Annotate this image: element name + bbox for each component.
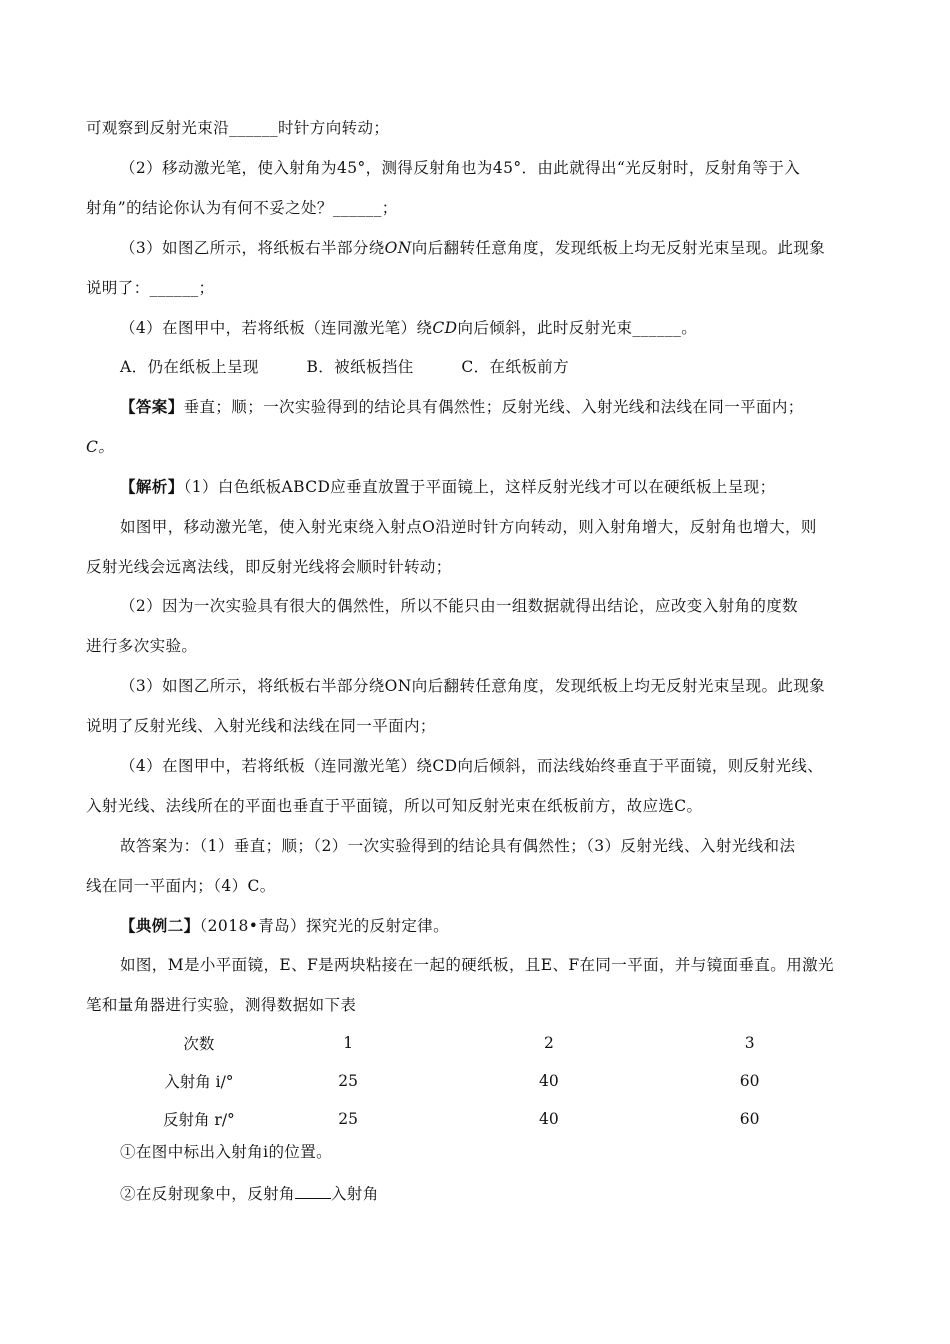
table-cell: 60 [739,1110,760,1128]
table-cell: 反射角 r/° [162,1111,235,1129]
text-line: 如图甲，移动激光笔，使入射光束绕入射点O沿逆时针方向转动，则入射角增大，反射角也增大，则 [120,518,817,536]
text-line: 笔和量角器进行实验，测得数据如下表 [86,996,357,1014]
text-line: 故答案为：（1）垂直；顺；（2）一次实验得到的结论具有偶然性；（3）反射光线、入射光线和法 [120,837,796,855]
text-line [120,318,697,338]
text-run: ②在反射现象中，反射角 [120,1185,295,1203]
text-line: 说明了反射光线、入射光线和法线在同一平面内； [86,717,436,735]
example-heading [120,916,449,936]
table-cell: 25 [338,1072,359,1090]
table-cell: 入射角 i/° [164,1073,234,1091]
table-cell: 25 [338,1110,359,1128]
text-line [120,238,825,258]
table-header-cell: 3 [744,1034,755,1052]
text-line: （2）移动激光笔，使入射角为45°，测得反射角也为45°．由此就得出“光反射时，反射角等于入 [120,159,801,177]
answer-line [120,397,804,417]
text-line: 射角”的结论你认为有何不妥之处？______； [86,199,398,217]
table-cell: 40 [539,1110,559,1128]
text-line: 如图，M是小平面镜，E、F是两块粘接在一起的硬纸板，且E、F在同一平面，并与镜面垂直。用激光 [120,956,834,974]
text-run: 向后倾斜，此时反射光束______。 [457,319,698,337]
analysis-label: 【解析】 [120,477,184,496]
analysis-line [120,477,775,497]
text-line: 反射光线会远离法线，即反射光线将会顺时针转动； [86,558,452,576]
text-line: （4）在图甲中，若将纸板（连同激光笔）绕CD向后倾斜，而法线始终垂直于平面镜，则反射光线、 [120,757,824,775]
text-line: （3）如图乙所示，将纸板右半部分绕ON向后翻转任意角度，发现纸板上均无反射光束呈现。此现象 [120,677,826,695]
example-label: 【典例二】 [120,916,200,935]
text-line: 线在同一平面内；（4）C。 [86,877,276,895]
text-line: ①在图中标出入射角i的位置。 [120,1143,333,1161]
answer-label: 【答案】 [120,397,184,416]
text-line: 入射光线、法线所在的平面也垂直于平面镜，所以可知反射光束在纸板前方，故应选C。 [86,797,703,815]
table-row [150,1062,850,1100]
text-run-italic: CD [432,319,458,337]
text-line: 进行多次实验。 [86,637,198,655]
table-header-cell: 2 [543,1034,554,1052]
table-row [150,1100,850,1138]
text-line: 说明了：______； [86,279,215,297]
text-line [120,1182,379,1204]
text-run: 向后翻转任意角度，发现纸板上均无反射光束呈现。此现象 [411,239,826,257]
table-cell: 60 [739,1072,760,1090]
text-line: （2）因为一次实验具有很大的偶然性，所以不能只由一组数据就得出结论，应改变入射角的度数 [120,597,799,615]
text-line: 可观察到反射光束沿______时针方向转动； [86,119,390,137]
text-run: （3）如图乙所示，将纸板右半部分绕 [120,239,385,257]
text-run: 垂直；顺；一次实验得到的结论具有偶然性；反射光线、入射光线和法线在同一平面内； [183,398,804,416]
table-cell: 40 [539,1072,559,1090]
options-line: A．仍在纸板上呈现 B．被纸板挡住 C．在纸板前方 [120,358,570,376]
table-header-cell: 次数 [183,1035,215,1053]
text-run: （2018•青岛）探究光的反射定律。 [199,917,450,935]
text-run: （4）在图甲中，若将纸板（连同激光笔）绕 [120,319,433,337]
text-line: C。 [86,438,115,456]
table-header-cell: 1 [343,1034,354,1052]
data-table [150,1024,850,1138]
text-run: 入射角 [330,1185,379,1203]
text-run: （1）白色纸板ABCD应垂直放置于平面镜上，这样反射光线才可以在硬纸板上呈现； [183,478,776,496]
answer-blank [295,1182,331,1199]
table-header-row [150,1024,850,1062]
text-run-italic: ON [384,239,412,257]
